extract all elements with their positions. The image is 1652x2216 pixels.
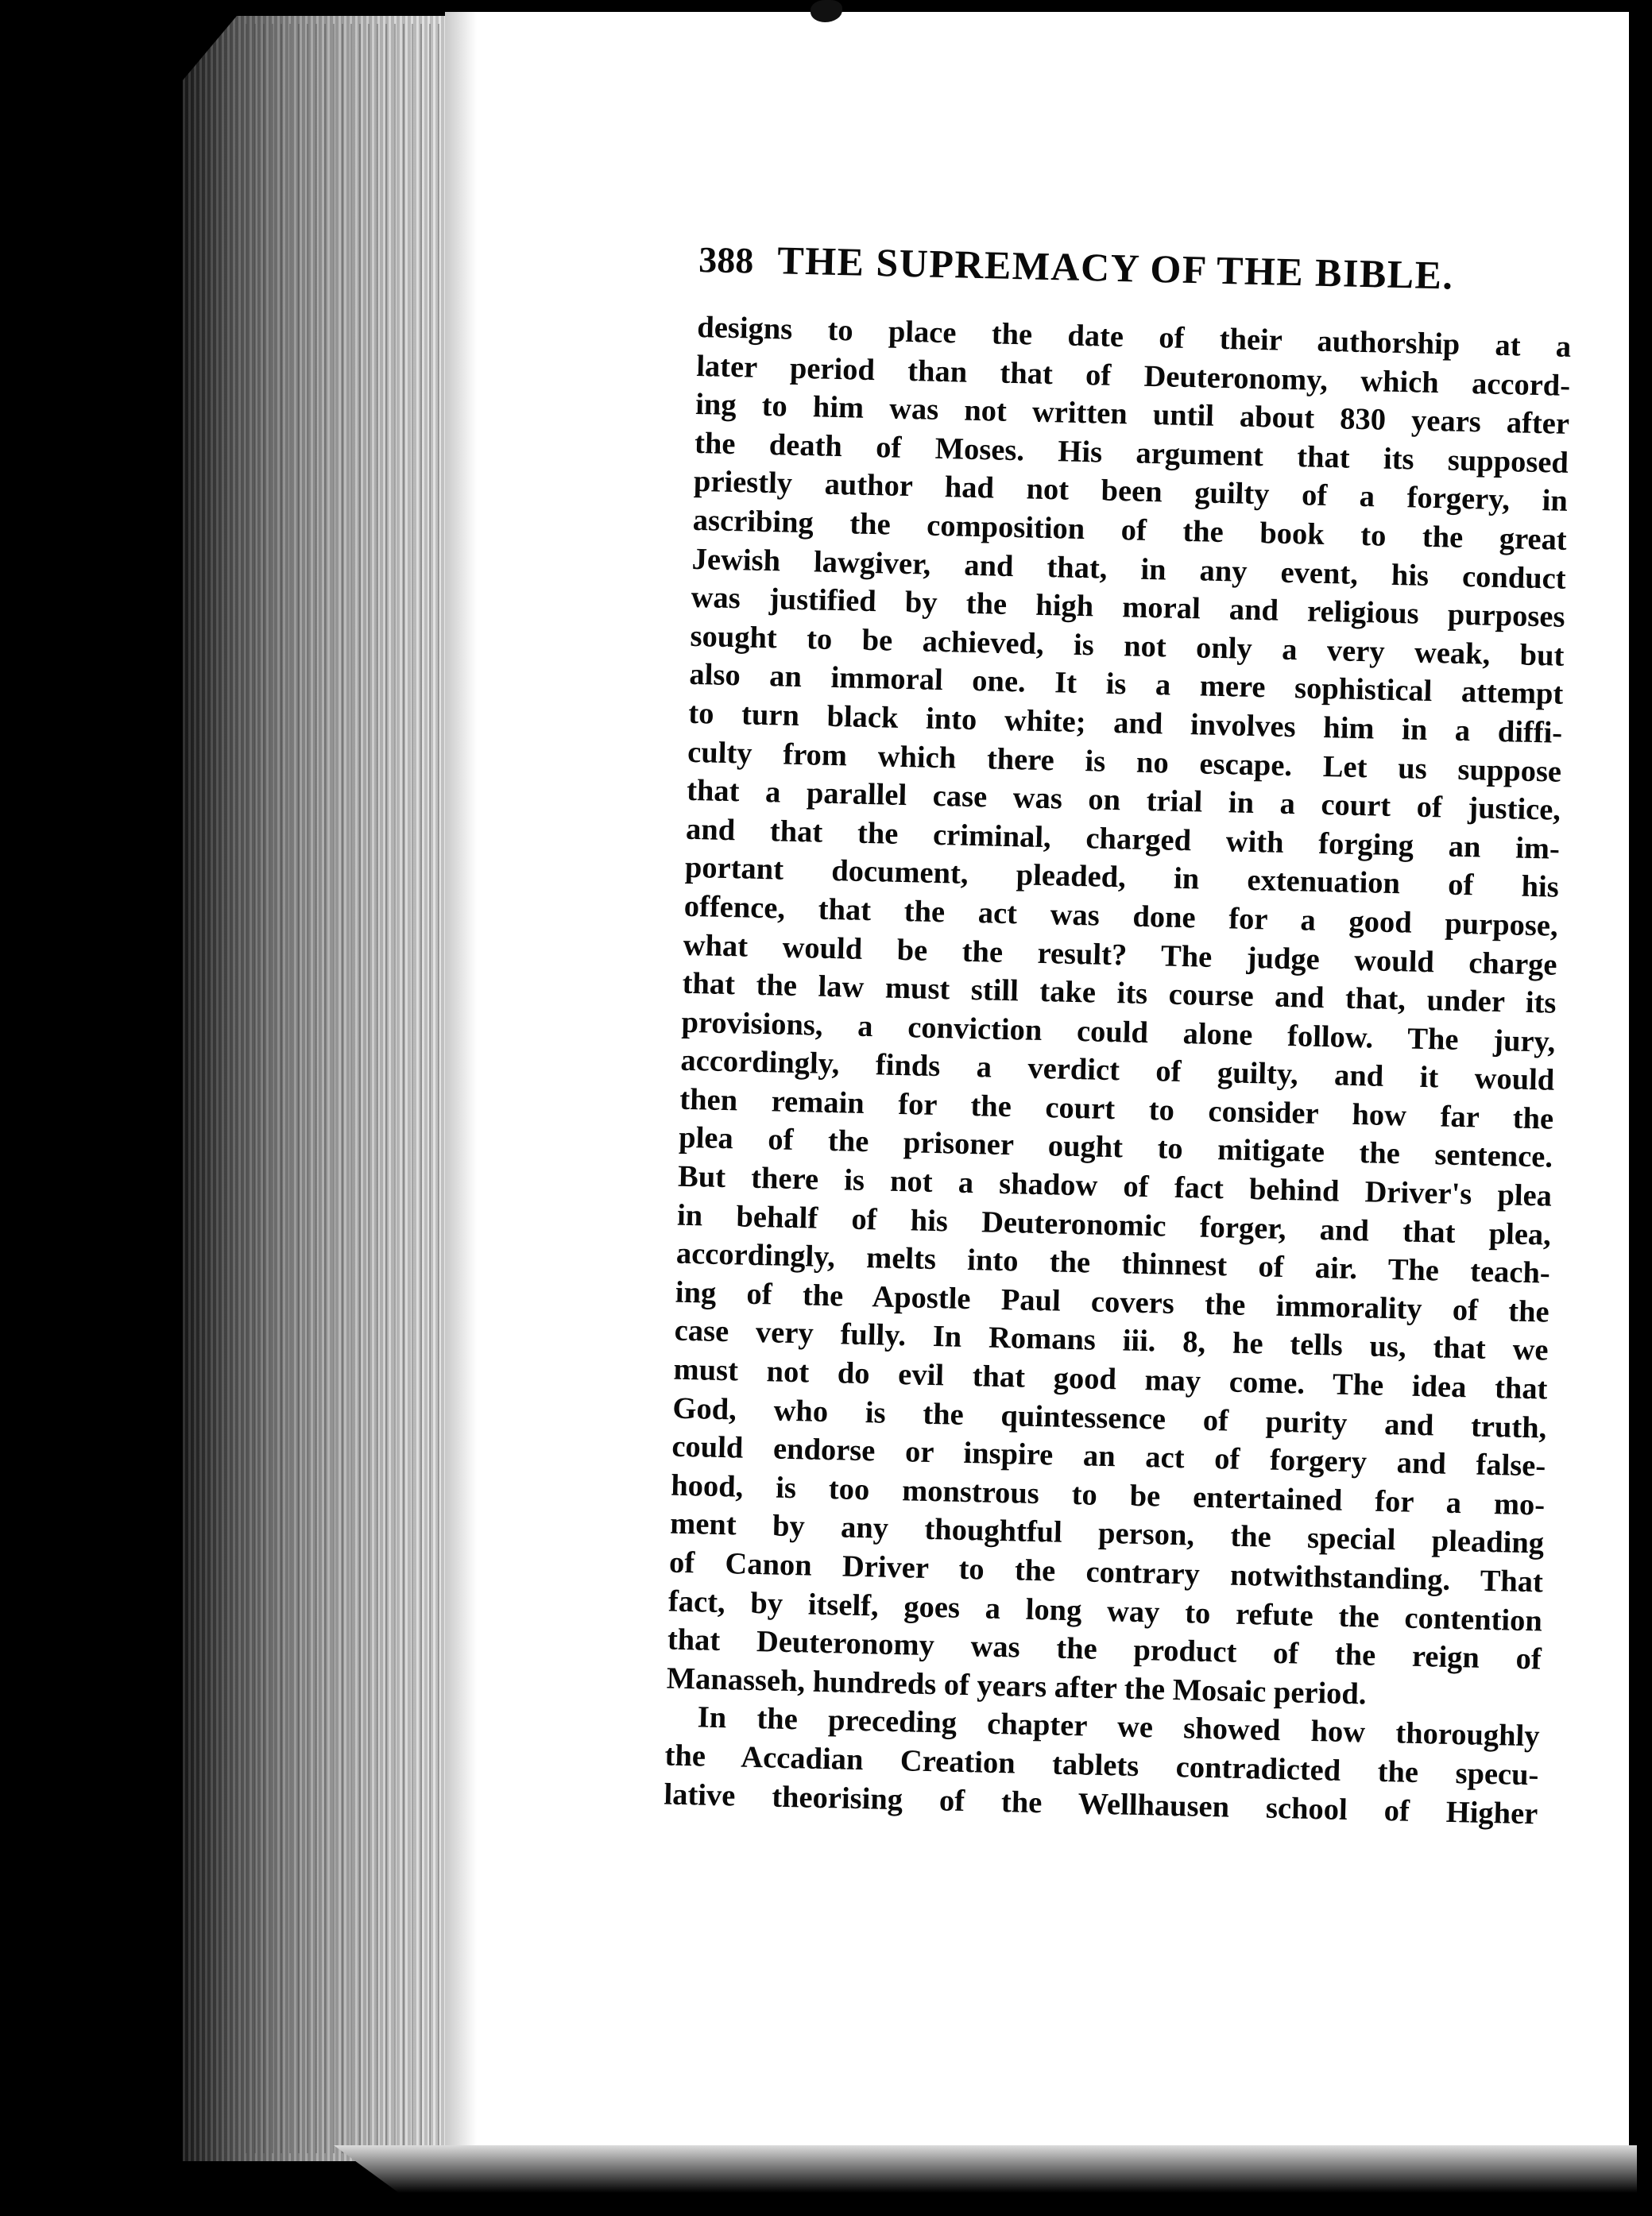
text-line: was justified by the high moral and religious purposes bbox=[691, 581, 1565, 634]
text-line: of Canon Driver to the contrary notwithstanding. That bbox=[668, 1545, 1544, 1599]
text-line: plea of the prisoner ought to mitigate the sentence. bbox=[678, 1121, 1553, 1175]
text-line: Manasseh, hundreds of years after the Mosaic period. bbox=[666, 1661, 1367, 1711]
text-line: in behalf of his Deuteronomic forger, and that plea, bbox=[676, 1198, 1552, 1252]
text-line: that the law must still take its course and that, under its bbox=[682, 966, 1557, 1020]
text-line: the death of Moses. His argument that its supposed bbox=[694, 426, 1569, 480]
running-title: THE SUPREMACY OF THE BIBLE. bbox=[776, 238, 1455, 298]
text-line: God, who is the quintessence of purity and truth, bbox=[672, 1391, 1547, 1445]
text-line: accordingly, finds a verdict of guilty, and it would bbox=[680, 1044, 1555, 1097]
text-line: that Deuteronomy was the product of the reign of bbox=[667, 1622, 1542, 1677]
text-line: that a parallel case was on trial in a court of justice, bbox=[686, 773, 1561, 827]
text-line: and that the criminal, charged with forging an im- bbox=[685, 812, 1561, 866]
text-line: In the preceding chapter we showed how thoroughly bbox=[697, 1700, 1540, 1754]
text-line: portant document, pleaded, in extenuation of his bbox=[684, 851, 1560, 905]
text-line: priestly author had not been guilty of a forgery, in bbox=[693, 465, 1569, 519]
page-number: 388 bbox=[698, 238, 754, 281]
body-text bbox=[664, 308, 1572, 1834]
text-line: culty from which there is no escape. Let us suppose bbox=[687, 735, 1562, 789]
text-line: must not do evil that good may come. The idea that bbox=[673, 1352, 1548, 1406]
text-line: fact, by itself, goes a long way to refute the contention bbox=[667, 1584, 1543, 1638]
text-line: ing to him was not written until about 830 years after bbox=[694, 388, 1570, 442]
text-line: case very fully. In Romans iii. 8, he tells us, that we bbox=[674, 1314, 1549, 1368]
text-line: could endorse or inspire an act of forgery and false- bbox=[671, 1429, 1546, 1483]
text-line: sought to be achieved, is not only a very weak, but bbox=[690, 619, 1565, 673]
text-line: the Accadian Creation tablets contradicted the specu- bbox=[664, 1738, 1539, 1793]
book-page-edge-lines bbox=[238, 24, 445, 2153]
text-line: offence, that the act was done for a good purpose, bbox=[683, 889, 1559, 943]
text-line: then remain for the court to consider how far the bbox=[679, 1082, 1554, 1136]
page-text bbox=[664, 238, 1573, 1834]
text-line: designs to place the date of their authorship at a bbox=[696, 310, 1572, 364]
text-line: But there is not a shadow of fact behind Driver's plea bbox=[677, 1159, 1553, 1213]
text-line: ing of the Apostle Paul covers the immorality of the bbox=[675, 1275, 1550, 1329]
page-gutter-shadow bbox=[445, 12, 477, 2157]
text-line: what would be the result? The judge would charge bbox=[683, 928, 1558, 982]
text-line: provisions, a conviction could alone follow. The jury, bbox=[681, 1005, 1556, 1059]
text-line: later period than that of Deuteronomy, which accord- bbox=[695, 349, 1571, 403]
text-line: to turn black into white; and involves him in a diffi- bbox=[687, 696, 1563, 750]
text-line: Jewish lawgiver, and that, in any event, his conduct bbox=[691, 542, 1567, 596]
book-bottom-edge bbox=[334, 2145, 1637, 2193]
text-line: accordingly, melts into the thinnest of air. The teach- bbox=[675, 1236, 1551, 1290]
text-line: ascribing the composition of the book to the great bbox=[692, 503, 1568, 557]
text-line: hood, is too monstrous to be entertained for a mo- bbox=[670, 1468, 1546, 1522]
text-line: lative theorising of the Wellhausen school of Higher bbox=[664, 1777, 1538, 1831]
text-line: ment by any thoughtful person, the special pleading bbox=[669, 1506, 1545, 1560]
text-line: also an immoral one. It is a mere sophistical attempt bbox=[689, 658, 1564, 712]
